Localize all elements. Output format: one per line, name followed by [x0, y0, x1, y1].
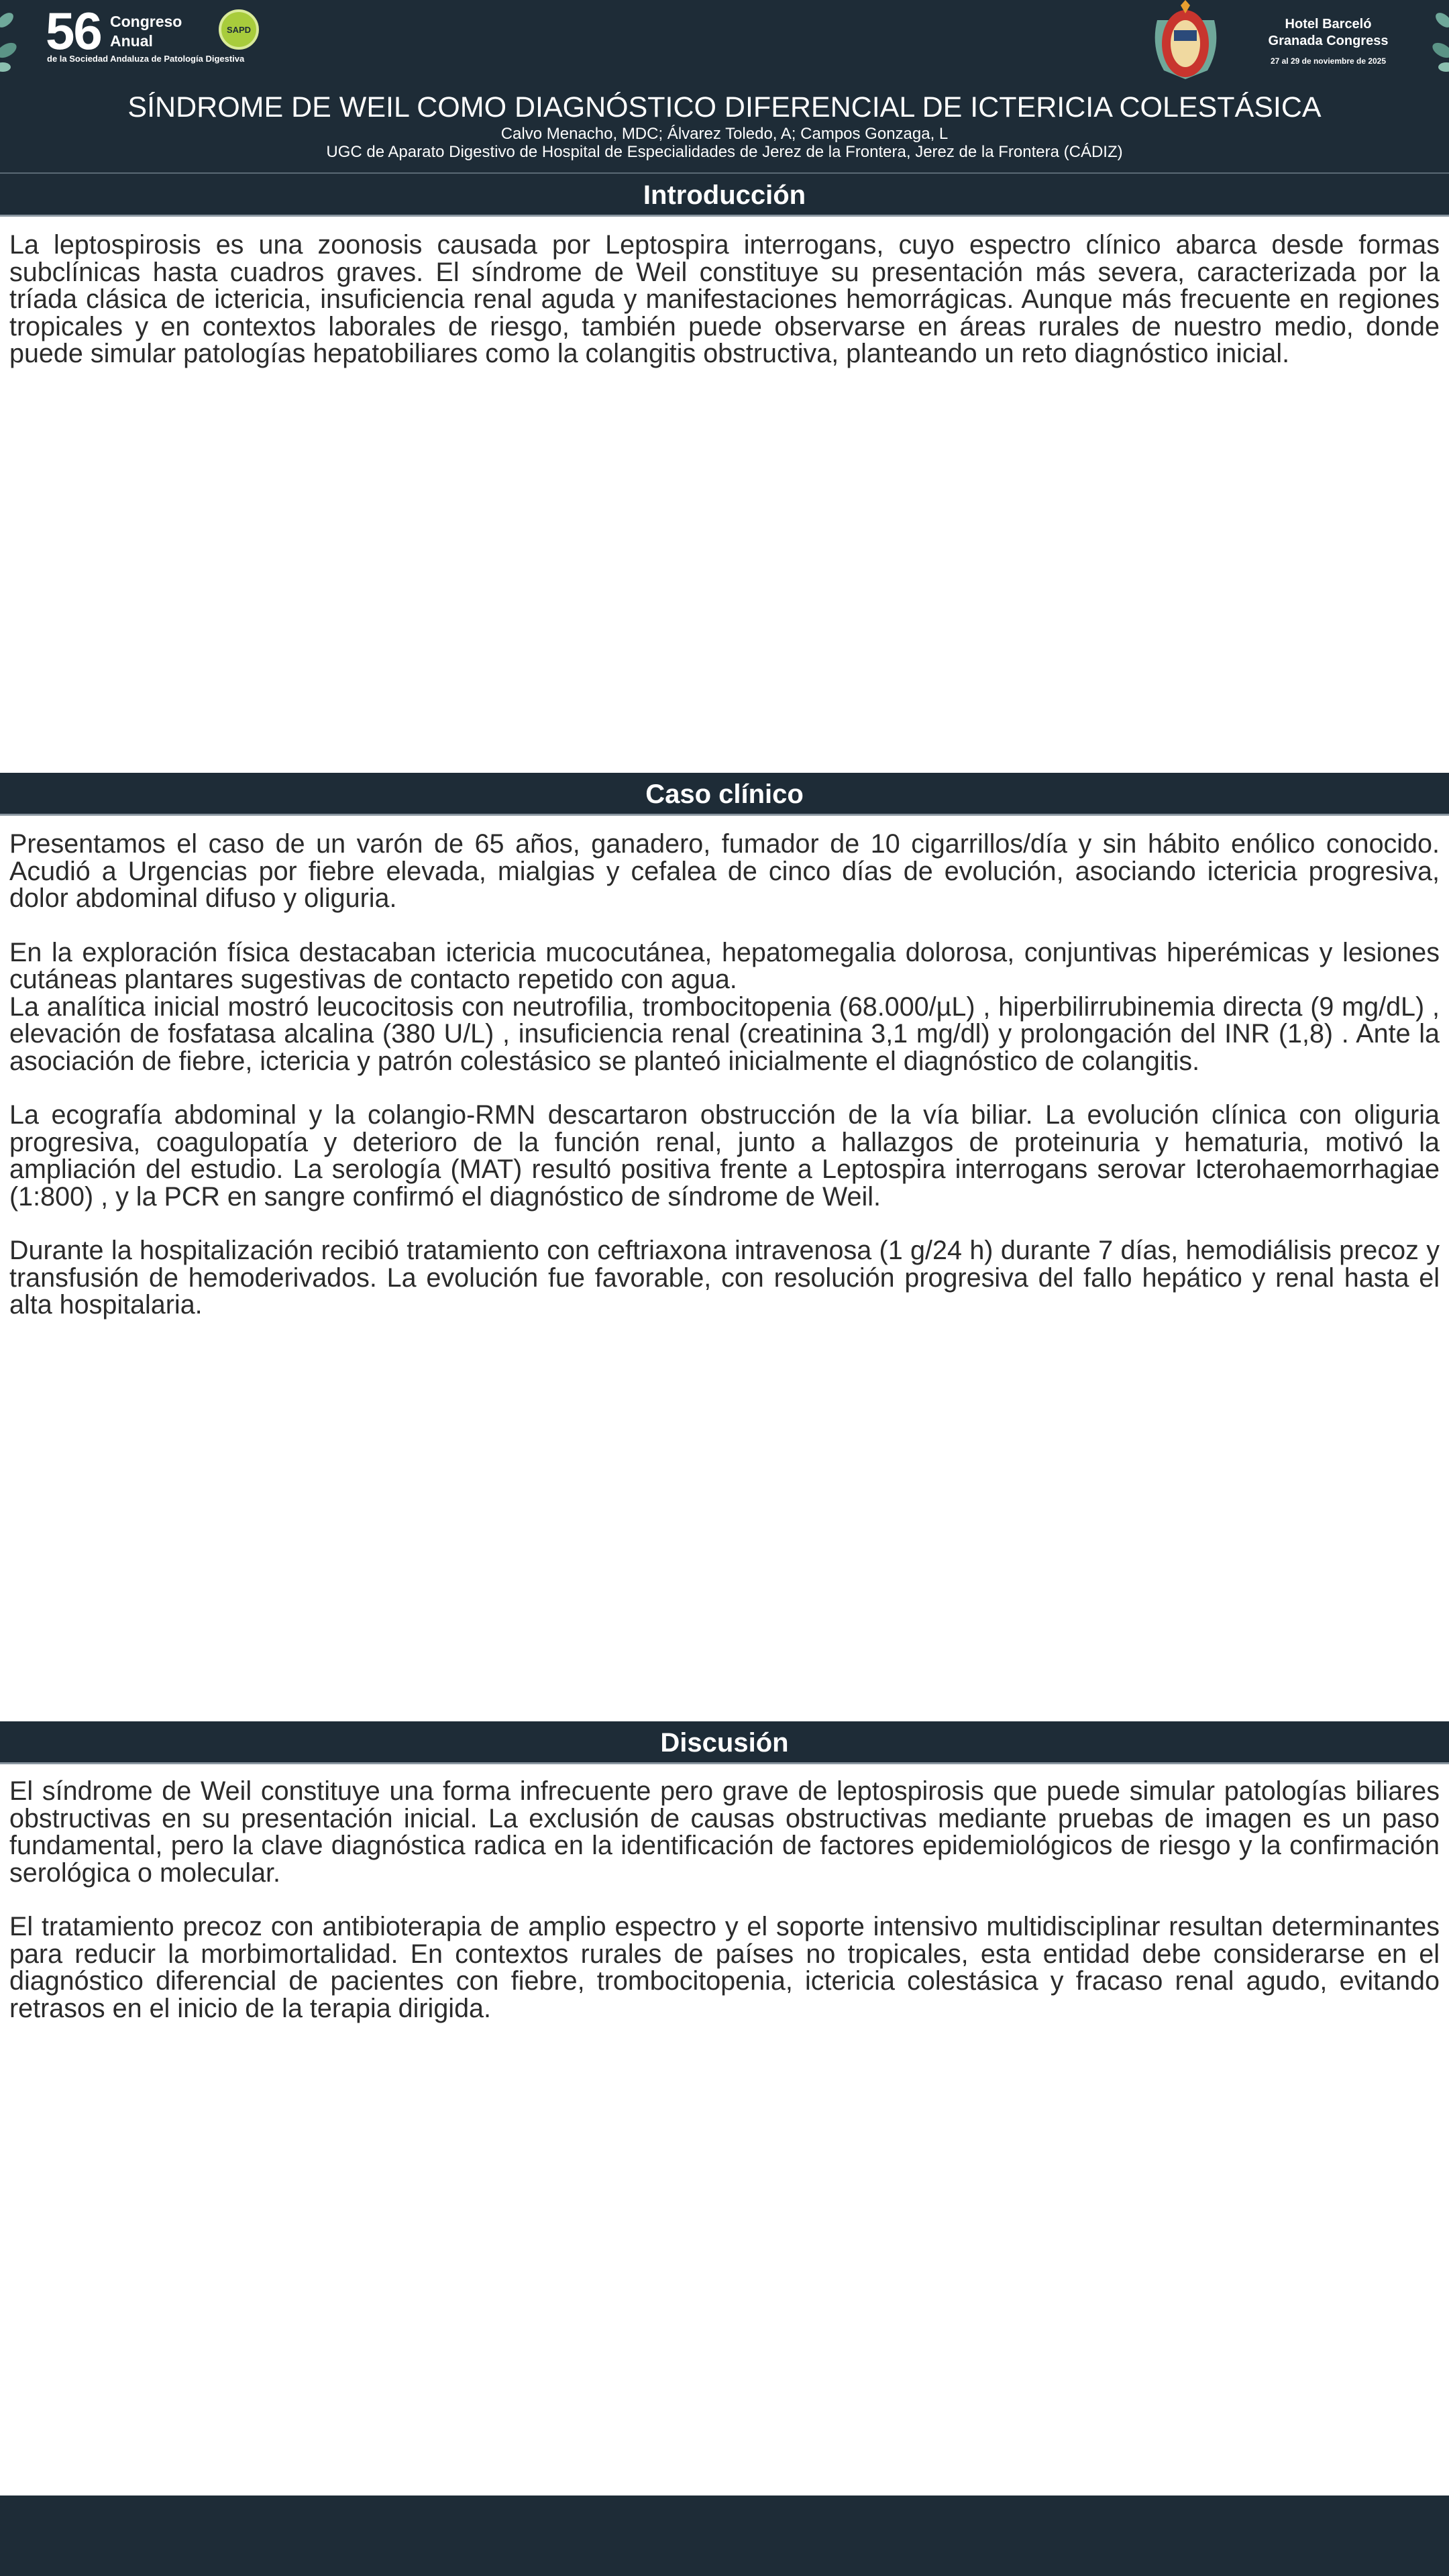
- sapd-logo: SAPD: [219, 9, 259, 50]
- venue-line2: Granada Congress: [1268, 34, 1389, 48]
- leaf-decoration-icon: [0, 0, 34, 77]
- section-heading-discusion: Discusión: [0, 1721, 1449, 1764]
- paragraph: La ecografía abdominal y la colangio-RMN descartaron obstrucción de la vía biliar. La evolución clínica con oliguria progresiva, coagulopatía y deterioro de la función renal, junto a hallazgos de proteinuria y hematuria, motivó la ampliación del estudio. La serología (MAT) resultó positiva frente a Leptospira interrogans serovar Icterohaemorrhagiae (1:800) , y la PCR en sangre confirmó el diagnóstico de síndrome de Weil.: [9, 1100, 1440, 1212]
- paragraph: El tratamiento precoz con antibioterapia de amplio espectro y el soporte intensivo multidisciplinar resultan determinantes para reducir la morbimortalidad. En contextos rurales de países no tropicales, esta entidad debe considerarse en el diagnóstico diferencial de pacientes con fiebre, trombocitopenia, ictericia colestásica y fracaso renal agudo, evitando retrasos en el inicio de la terapia dirigida.: [9, 1912, 1440, 2023]
- congress-line1: Congreso: [110, 13, 182, 30]
- society-name: de la Sociedad Andaluza de Patología Digestiva: [47, 54, 245, 64]
- section-heading-caso-clinico: Caso clínico: [0, 773, 1449, 816]
- congress-label: [110, 12, 182, 51]
- authors: Calvo Menacho, MDC; Álvarez Toledo, A; Campos Gonzaga, L: [500, 125, 949, 143]
- congress-emblem-icon: [1144, 0, 1228, 82]
- section-heading-introduccion: Introducción: [0, 174, 1449, 217]
- poster-title: SÍNDROME DE WEIL COMO DIAGNÓSTICO DIFERENCIAL DE ICTERICIA COLESTÁSICA: [127, 91, 1322, 123]
- affiliation: UGC de Aparato Digestivo de Hospital de Especialidades de Jerez de la Frontera, Jerez de la Frontera (CÁDIZ): [326, 143, 1123, 161]
- paragraph: Presentamos el caso de un varón de 65 años, ganadero, fumador de 10 cigarrillos/día y sin hábito enólico conocido. Acudió a Urgencias por fiebre elevada, mialgias y cefalea de cinco días de evolución, asociando ictericia progresiva, dolor abdominal difuso y oliguria.: [9, 829, 1440, 913]
- paragraph: El síndrome de Weil constituye una forma infrecuente pero grave de leptospirosis que puede simular patologías biliares obstructivas en su presentación inicial. La exclusión de causas obstructivas mediante pruebas de imagen es un paso fundamental, pero la clave diagnóstica radica en la identificación de factores epidemiológicos de riesgo y la confirmación serológica o molecular.: [9, 1776, 1440, 1888]
- poster-footer: [0, 2496, 1449, 2576]
- leaf-decoration-icon: [1415, 0, 1449, 77]
- intro-body: [9, 231, 1440, 394]
- authors-block: [0, 125, 1449, 161]
- paragraph: Durante la hospitalización recibió tratamiento con ceftriaxona intravenosa (1 g/24 h) durante 7 días, hemodiálisis precoz y transfusión de hemoderivados. La evolución fue favorable, con resolución progresiva del fallo hepático y renal hasta el alta hospitalaria.: [9, 1236, 1440, 1320]
- case-body: [9, 830, 1440, 1346]
- congress-line2: Anual: [110, 32, 153, 50]
- congress-number: 56: [46, 1, 101, 60]
- paragraph: En la exploración física destacaban ictericia mucocutánea, hepatomegalia dolorosa, conjuntivas hiperémicas y lesiones cutáneas plantares sugestivas de contacto repetido con agua.: [9, 937, 1440, 994]
- paragraph: La leptospirosis es una zoonosis causada por Leptospira interrogans, cuyo espectro clínico abarca desde formas subclínicas hasta cuadros graves. El síndrome de Weil constituye su presentación más severa, caracterizada por la tríada clásica de ictericia, insuficiencia renal aguda y manifestaciones hemorrágicas. Aunque más frecuente en regiones tropicales y en contextos laborales de riesgo, también puede observarse en áreas rurales de nuestro medio, donde puede simular patologías hepatobiliares como la colangitis obstructiva, planteando un reto diagnóstico inicial.: [9, 230, 1440, 368]
- discussion-body: [9, 1778, 1440, 2049]
- congress-dates: 27 al 29 de noviembre de 2025: [1270, 56, 1387, 66]
- venue-line1: Hotel Barceló: [1285, 17, 1372, 32]
- paragraph: La analítica inicial mostró leucocitosis con neutrofilia, trombocitopenia (68.000/µL) , hiperbilirrubinemia directa (9 mg/dL) , elevación de fosfatasa alcalina (380 U/L) , insuficiencia renal (creatinina 3,1 mg/dl) y prolongación del INR (1,8) . Ante la asociación de fiebre, ictericia y patrón colestásico se planteó inicialmente el diagnóstico de colangitis.: [9, 991, 1440, 1076]
- poster-header: [0, 0, 1449, 173]
- venue-info: [1248, 16, 1409, 66]
